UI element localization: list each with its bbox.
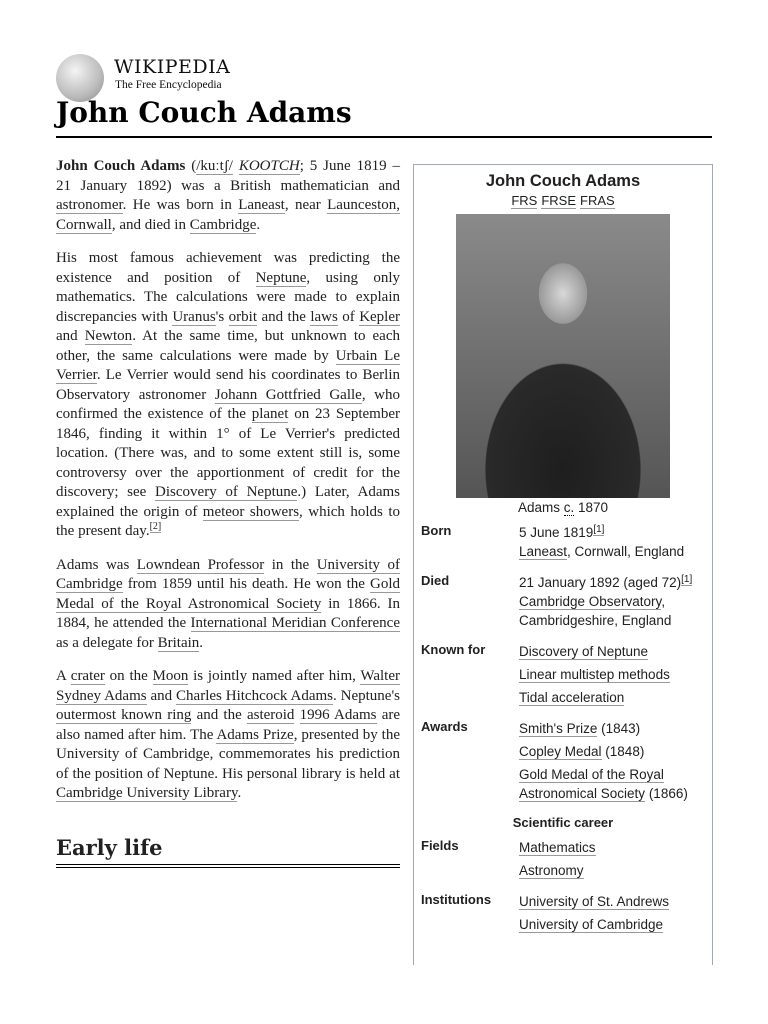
known-for-link[interactable]: Discovery of Neptune [519, 644, 649, 659]
died-date: 21 January 1892 (aged 72) [519, 575, 682, 590]
awards-link[interactable]: Gold Medal of the Royal Astronomical Society [519, 767, 664, 801]
died-place-2: Cambridgeshire, England [519, 613, 672, 628]
institutions-link[interactable]: University of Cambridge [519, 917, 664, 932]
article-link[interactable]: Moon [152, 668, 189, 684]
postnominals [414, 193, 712, 208]
article-link[interactable]: Kepler [359, 308, 400, 325]
article-link[interactable]: Launceston, Cornwall [56, 197, 400, 233]
text: 's [215, 308, 229, 325]
article-link[interactable]: astronomer [56, 197, 123, 213]
paragraph [56, 249, 400, 542]
portrait-photo[interactable] [456, 214, 670, 498]
article-link[interactable]: asteroid [246, 707, 295, 723]
row-fields [414, 838, 712, 884]
known-for-link[interactable]: Tidal acceleration [519, 690, 625, 705]
label-fields: Fields [421, 838, 459, 853]
paragraph [56, 667, 400, 804]
article-link[interactable]: orbit [228, 308, 257, 325]
award-year: (1843) [597, 721, 641, 736]
text: . Le Verrier would send his coordinates to Berlin Observatory astronomer [56, 367, 400, 403]
award-year: (1848) [601, 744, 645, 759]
text: , near [284, 197, 328, 213]
text: , who confirmed the existence of the [56, 386, 400, 422]
list-item [519, 742, 712, 761]
text: . He was born in [122, 197, 239, 213]
fields-link[interactable]: Astronomy [519, 863, 584, 878]
label-died: Died [421, 573, 450, 588]
row-institutions [414, 892, 712, 938]
text: A [56, 668, 71, 684]
list-item [519, 892, 712, 911]
text: are also named after him. The [56, 707, 401, 743]
article-link[interactable]: Gold Medal of the Royal Astronomical Society [56, 576, 400, 612]
article-link[interactable]: Cambridge [189, 216, 257, 233]
ref-link[interactable]: [1] [593, 523, 605, 535]
text: Adams was [56, 556, 137, 573]
label-institutions: Institutions [421, 892, 492, 907]
died-place-rest: , [661, 594, 666, 609]
list-item [519, 688, 712, 707]
list-item [519, 915, 712, 934]
text: , and died in [111, 216, 190, 233]
text: His most famous achievement was predicting the existence and position of [56, 250, 400, 286]
ref-link[interactable]: [1] [681, 573, 693, 585]
text: and the [191, 707, 247, 723]
label-born: Born [421, 523, 452, 538]
article-link[interactable]: Charles Hitchcock Adams [176, 687, 333, 704]
page-title: John Couch Adams [56, 96, 352, 129]
known-for-link[interactable]: Linear multistep methods [519, 667, 670, 682]
text: ; 5 June 1819 – 21 January 1892) was a British mathematician and [56, 158, 400, 194]
text: in the [264, 556, 317, 573]
article-link[interactable]: Laneast [238, 197, 285, 213]
article-link[interactable]: Walter Sydney Adams [56, 668, 400, 704]
text: . Neptune's [332, 687, 400, 704]
article-link[interactable]: Urbain Le Verrier [56, 347, 400, 383]
wikipedia-wordmark[interactable]: WIKIPEDIA [114, 56, 231, 78]
row-known-for [414, 642, 712, 711]
died-place-link[interactable]: Cambridge Observatory [519, 594, 662, 609]
born-date: 5 June 1819 [519, 525, 594, 540]
caption-text: Adams [517, 500, 564, 515]
text: from 1859 until his death. He won the [122, 576, 370, 592]
list-item [519, 719, 712, 738]
text: , using only mathematics. The calculations were made to explain discrepancies with [56, 269, 400, 325]
article-link[interactable]: planet [251, 406, 289, 422]
awards-link[interactable]: Smith's Prize [519, 721, 598, 736]
article-link[interactable]: Lowndean Professor [136, 556, 265, 573]
photo-caption [414, 500, 712, 515]
text: . [199, 634, 204, 651]
section-scientific-career: Scientific career [512, 815, 614, 830]
text: . [237, 785, 242, 801]
paragraph [56, 157, 400, 235]
article-link[interactable]: 1996 Adams [299, 707, 377, 723]
wikipedia-globe-logo[interactable] [56, 54, 104, 102]
award-year: (1866) [645, 786, 688, 801]
article-link[interactable]: Newton [84, 328, 133, 344]
institutions-link[interactable]: University of St. Andrews [519, 894, 670, 909]
article-link[interactable]: laws [310, 308, 338, 325]
text: . [256, 216, 261, 233]
caption-year: 1870 [574, 500, 609, 515]
infobox-title: John Couch Adams [485, 172, 641, 190]
article-link[interactable]: Britain [157, 634, 200, 651]
article-link[interactable]: outermost known ring [56, 707, 192, 723]
text: and [56, 328, 85, 344]
article-body [56, 157, 400, 868]
label-known-for: Known for [421, 642, 486, 657]
text: of [337, 308, 360, 325]
text: on the [104, 668, 153, 684]
article-link[interactable]: University of Cambridge [56, 556, 400, 592]
article-link[interactable]: Johann Gottfried Galle [214, 386, 362, 403]
text [233, 158, 239, 174]
article-link[interactable]: /kuːtʃ/ [196, 158, 233, 174]
article-link[interactable]: crater [70, 668, 105, 684]
awards-link[interactable]: Copley Medal [519, 744, 602, 759]
text: . At the same time, but unknown to each other, the same calculations were made by [56, 328, 400, 364]
text: on 23 September 1846, finding it within 1° of Le Verrier's predicted location. (There was, and to some extent still is, some controversy over the apportionment of credit for the discovery; see [56, 406, 400, 500]
text: ( [185, 158, 197, 174]
section-heading-early-life [56, 834, 400, 869]
article-link[interactable]: meteor showers [202, 503, 300, 520]
list-item [519, 861, 712, 880]
text [294, 707, 299, 723]
reference-link[interactable]: [2] [149, 521, 162, 532]
text: in 1866. In 1884, he attended the [56, 595, 400, 631]
article-link[interactable]: International Meridian Conference [190, 615, 400, 631]
row-born [414, 523, 712, 565]
list-item [519, 665, 712, 684]
text: , which holds to the present day. [56, 503, 400, 539]
list-item [519, 838, 712, 857]
article-link[interactable]: Adams Prize [216, 726, 294, 743]
list-item [519, 642, 712, 661]
circa-abbr: c. [563, 500, 575, 515]
label-awards: Awards [421, 719, 468, 734]
link-frs[interactable]: FRS [511, 193, 538, 208]
list-item [519, 765, 712, 803]
text: .) Later, Adams explained the origin of [56, 484, 401, 520]
row-died [414, 573, 712, 634]
article-link[interactable]: Uranus [172, 308, 216, 325]
article-link[interactable]: KOOTCH [238, 158, 300, 174]
article-link[interactable]: Neptune [255, 269, 307, 286]
link-fras[interactable]: FRAS [580, 193, 615, 208]
row-awards [414, 719, 712, 807]
title-divider [56, 136, 712, 138]
text: as a delegate for [56, 634, 158, 651]
link-frse[interactable]: FRSE [541, 193, 576, 208]
born-place-link[interactable]: Laneast [519, 544, 568, 559]
fields-link[interactable]: Mathematics [519, 840, 596, 855]
infobox [413, 164, 713, 965]
section-heading-text: Early life [56, 834, 163, 860]
article-link[interactable]: Discovery of Neptune [155, 484, 298, 500]
text: and [146, 687, 177, 704]
text: , presented by the University of Cambridge, commemorates his prediction of the position of Neptune. His personal library is held at [56, 726, 400, 782]
text: and the [257, 308, 311, 325]
text: is jointly named after him, [188, 668, 361, 684]
article-link[interactable]: Cambridge University Library [56, 785, 238, 801]
born-place-rest: , Cornwall, England [567, 544, 685, 559]
bold-subject: John Couch Adams [56, 158, 186, 174]
wikipedia-tagline: The Free Encyclopedia [115, 79, 222, 91]
paragraph [56, 556, 400, 654]
